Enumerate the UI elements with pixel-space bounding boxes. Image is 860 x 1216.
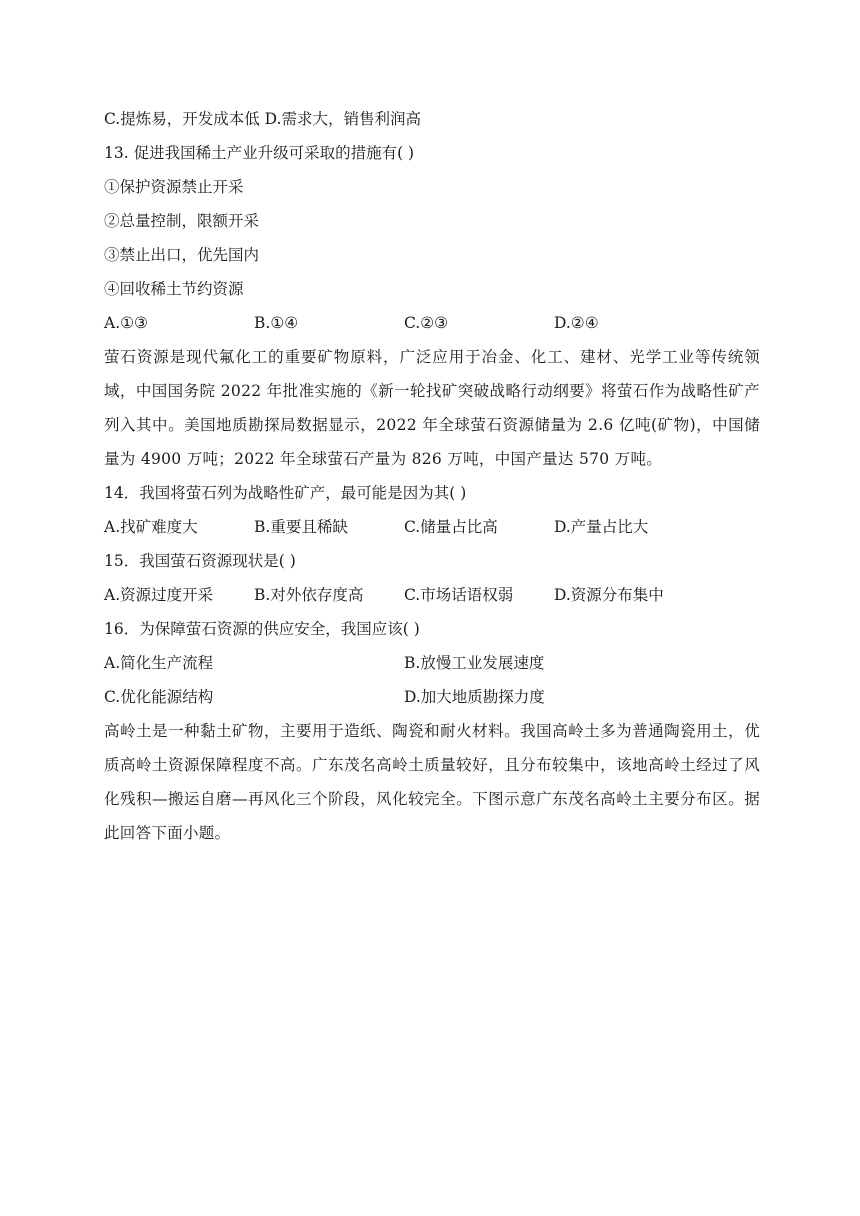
q13-statement-2: ②总量控制，限额开采	[104, 212, 260, 230]
q15-stem: 15．我国萤石资源现状是( )	[104, 552, 296, 570]
q15-options	[104, 578, 760, 612]
q16-stem: 16．为保障萤石资源的供应安全，我国应该( )	[104, 620, 420, 638]
q15-option-a: A.资源过度开采	[104, 586, 214, 604]
q13-options	[104, 306, 760, 340]
q15-option-d: D.资源分布集中	[554, 586, 664, 604]
q16-options-ab	[104, 646, 760, 680]
q13-statement-3: ③禁止出口，优先国内	[104, 246, 260, 264]
q13-option-d: D.②④	[554, 314, 599, 332]
q15-option-c: C.市场话语权弱	[404, 586, 514, 604]
page-content	[104, 102, 760, 850]
q13-statement-4: ④回收稀土节约资源	[104, 280, 244, 298]
q16-option-a: A.简化生产流程	[104, 654, 214, 672]
q16-option-b: B.放慢工业发展速度	[404, 654, 545, 672]
q14-option-c: C.储量占比高	[404, 518, 498, 536]
q16-option-c: C.优化能源结构	[104, 688, 214, 706]
q13-stem: 13. 促进我国稀土产业升级可采取的措施有( )	[104, 144, 415, 162]
q13-statement-1: ①保护资源禁止开采	[104, 178, 244, 196]
kaolin-passage: 高岭土是一种黏土矿物，主要用于造纸、陶瓷和耐火材料。我国高岭土多为普通陶瓷用土，优质高岭土资源保障程度不高。广东茂名高岭土质量较好，且分布较集中，该地高岭土经过了风化残积—搬运自磨—再风化三个阶段，风化较完全。下图示意广东茂名高岭土主要分布区。据此回答下面小题。	[104, 722, 760, 842]
fluorite-passage: 萤石资源是现代氟化工的重要矿物原料，广泛应用于冶金、化工、建材、光学工业等传统领域，中国国务院 2022 年批准实施的《新一轮找矿突破战略行动纲要》将萤石作为战略性矿产列入其中。美国地质勘探局数据显示，2022 年全球萤石资源储量为 2.6 亿吨(矿物)，中国储量为 4900 万吨；2022 年全球萤石产量为 826 万吨，中国产量达 570 万吨。	[104, 348, 760, 468]
q15-option-b: B.对外依存度高	[254, 586, 364, 604]
q16-option-d: D.加大地质勘探力度	[404, 688, 545, 706]
q14-stem: 14．我国将萤石列为战略性矿产，最可能是因为其( )	[104, 484, 467, 502]
q12-options-cd: C.提炼易，开发成本低 D.需求大，销售利润高	[104, 110, 421, 128]
q14-option-a: A.找矿难度大	[104, 518, 198, 536]
q14-option-d: D.产量占比大	[554, 518, 649, 536]
q14-option-b: B.重要且稀缺	[254, 518, 348, 536]
q13-option-b: B.①④	[254, 314, 299, 332]
q14-options	[104, 510, 760, 544]
q13-option-c: C.②③	[404, 314, 449, 332]
q13-option-a: A.①③	[104, 314, 148, 332]
q16-options-cd	[104, 680, 760, 714]
